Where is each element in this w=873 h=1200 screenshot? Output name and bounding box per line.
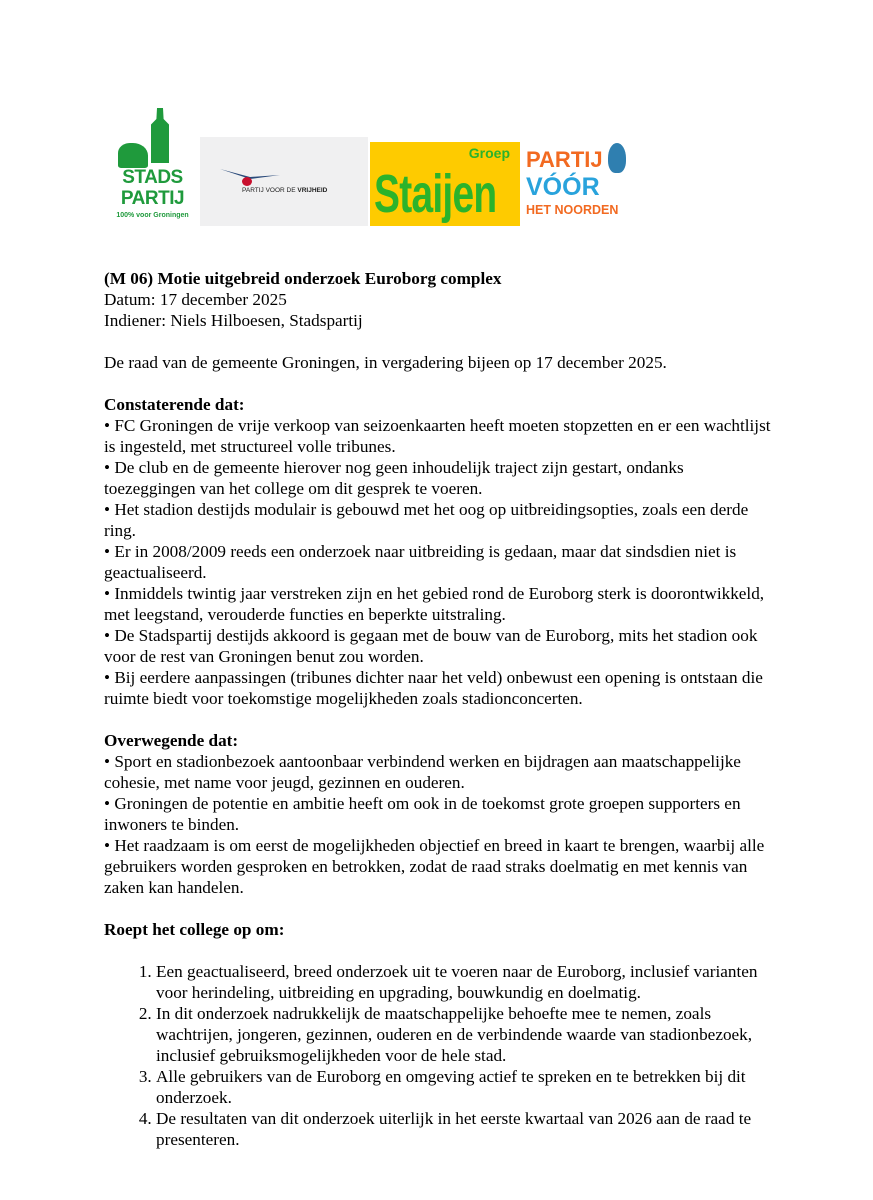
logo-text: Staijen xyxy=(374,164,497,224)
motion-date: Datum: 17 december 2025 xyxy=(104,290,287,309)
numbered-list xyxy=(104,961,776,1150)
logo-text: HET NOORDEN xyxy=(526,203,619,217)
martinitoren-icon xyxy=(145,108,175,163)
motion-submitter: Indiener: Niels Hilboesen, Stadspartij xyxy=(104,311,363,330)
logo-text-regular: PARTIJ VOOR DE xyxy=(242,187,298,194)
logo-text: Groep xyxy=(468,145,510,161)
horse-statue-icon xyxy=(118,143,148,168)
list-item: • De club en de gemeente hierover nog geen inhoudelijk traject zijn gestart, ondanks toezeggingen van het college om dit gesprek te voeren. xyxy=(104,458,684,498)
logo-text-bold: VRIJHEID xyxy=(297,187,328,194)
logo-tagline: 100% voor Groningen xyxy=(116,212,189,219)
logo-text: PARTIJ xyxy=(526,147,603,172)
list-item: 2. In dit onderzoek nadrukkelijk de maatschappelijke behoefte mee te nemen, zoals wachtrijen, jongeren, gezinnen, ouderen en de verbindende waarde van stadionbezoek, inclusief gebruiksmogelijkheden voor de hele stad. xyxy=(156,1003,776,1066)
logo-text xyxy=(242,187,327,194)
list-item: 3. Alle gebruikers van de Euroborg en omgeving actief te spreken en te betrekken bij dit onderzoek. xyxy=(156,1066,776,1108)
kingfisher-icon xyxy=(608,143,626,173)
list-item: • De Stadspartij destijds akkoord is gegaan met de bouw van de Euroborg, mits het stadion ook voor de rest van Groningen benut zou worden. xyxy=(104,626,758,666)
motion-document xyxy=(104,268,776,1150)
motion-title: (M 06) Motie uitgebreid onderzoek Euroborg complex xyxy=(104,269,502,288)
list-item: • Bij eerdere aanpassingen (tribunes dichter naar het veld) onbewust een opening is ontstaan die ruimte biedt voor toekomstige mogelijkheden zoals stadionconcerten. xyxy=(104,668,763,708)
list-item: • FC Groningen de vrije verkoop van seizoenkaarten heeft moeten stopzetten en er een wachtlijst is ingesteld, met structureel volle tribunes. xyxy=(104,416,771,456)
section-heading: Constaterende dat: xyxy=(104,395,245,414)
tulip-icon xyxy=(242,177,252,186)
party-logos xyxy=(110,108,640,228)
stadspartij-logo xyxy=(110,108,195,226)
groep-staijen-logo xyxy=(370,142,520,226)
logo-text: PARTIJ xyxy=(120,188,185,209)
logo-text: VÓÓR xyxy=(526,173,600,201)
list-item: • Er in 2008/2009 reeds een onderzoek naar uitbreiding is gedaan, maar dat sindsdien niet is geactualiseerd. xyxy=(104,542,737,582)
partij-voor-het-noorden-logo xyxy=(524,143,634,223)
logo-text: STADS xyxy=(122,167,183,188)
list-item: • Het raadzaam is om eerst de mogelijkheden objectief en breed in kaart te brengen, waarbij alle gebruikers worden gesproken en betrokken, zodat de raad straks doelmatig en met kennis van zaken kan handelen. xyxy=(104,836,765,897)
list-item: 4. De resultaten van dit onderzoek uiterlijk in het eerste kwartaal van 2026 aan de raad te presenteren. xyxy=(156,1108,776,1150)
intro-text: De raad van de gemeente Groningen, in vergadering bijeen op 17 december 2025. xyxy=(104,353,667,372)
pvv-logo xyxy=(200,137,368,226)
list-item: • Het stadion destijds modulair is gebouwd met het oog op uitbreidingsopties, zoals een derde ring. xyxy=(104,500,749,540)
section-heading: Overwegende dat: xyxy=(104,731,239,750)
list-item: • Groningen de potentie en ambitie heeft om ook in de toekomst grote groepen supporters en inwoners te binden. xyxy=(104,794,741,834)
list-item: • Inmiddels twintig jaar verstreken zijn en het gebied rond de Euroborg sterk is doorontwikkeld, met leegstand, verouderde functies en beperkte uitstraling. xyxy=(104,584,765,624)
section-heading: Roept het college op om: xyxy=(104,920,285,939)
list-item: 1. Een geactualiseerd, breed onderzoek uit te voeren naar de Euroborg, inclusief varianten voor herindeling, uitbreiding en upgrading, bouwkundig en doelmatig. xyxy=(156,961,776,1003)
list-item: • Sport en stadionbezoek aantoonbaar verbindend werken en bijdragen aan maatschappelijke cohesie, met name voor jeugd, gezinnen en ouderen. xyxy=(104,752,741,792)
